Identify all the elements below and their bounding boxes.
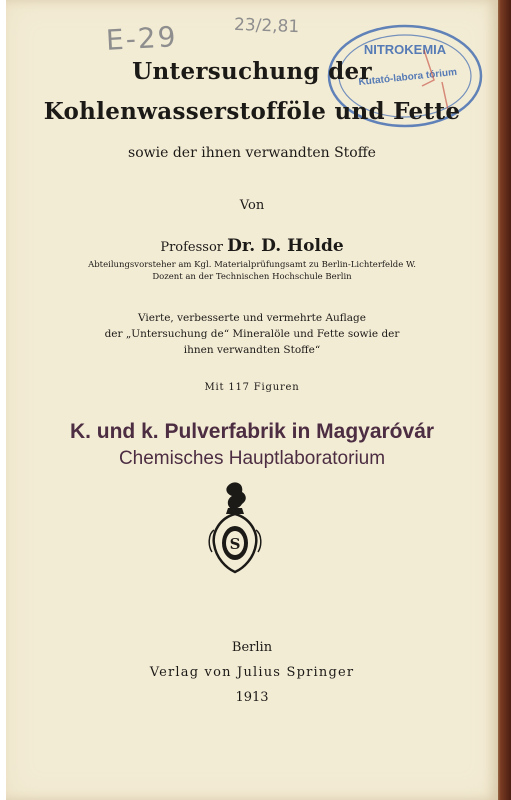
imprint-publisher: Verlag von Julius Springer xyxy=(149,665,355,680)
title-page xyxy=(6,0,498,800)
affiliation-2: Dozent an der Technischen Hochschule Berlin xyxy=(152,272,352,282)
edition-line-2: der „Untersuchung de“ Mineralöle und Fette sowie der xyxy=(104,328,400,340)
edition-line-1: Vierte, verbesserte und vermehrte Auflage xyxy=(138,312,366,324)
title-line-2: Kohlenwasserstofföle und Fette xyxy=(43,98,461,125)
imprint-year: 1913 xyxy=(235,690,269,705)
ownership-stamp-line-1: K. und k. Pulverfabrik in Magyaróvár xyxy=(69,420,435,443)
publisher-logo xyxy=(208,480,262,574)
author xyxy=(6,236,498,256)
figures-count: Mit 117 Figuren xyxy=(204,382,300,393)
stamp-text-1: NITROKEMIA xyxy=(363,42,447,57)
ownership-stamp-line-2: Chemisches Hauptlaboratorium xyxy=(118,448,386,469)
imprint-city: Berlin xyxy=(231,640,273,655)
affiliation-1: Abteilungsvorsteher am Kgl. Materialprüfungsamt zu Berlin-Lichterfelde W. xyxy=(88,260,416,270)
title-line-1: Untersuchung der xyxy=(132,58,372,85)
author-prefix: Professor xyxy=(160,240,228,255)
handwritten-number: 23/2,81 xyxy=(233,14,300,38)
stamp-text-2: Kutató-labora tórium xyxy=(357,66,458,89)
subtitle: sowie der ihnen verwandten Stoffe xyxy=(128,145,376,161)
by-line: Von xyxy=(239,198,265,213)
svg-text:S: S xyxy=(229,535,241,553)
handwritten-shelfmark: E-29 xyxy=(105,20,179,57)
author-name: Dr. D. Holde xyxy=(227,236,344,256)
edition-line-3: ihnen verwandten Stoffe“ xyxy=(183,344,321,356)
